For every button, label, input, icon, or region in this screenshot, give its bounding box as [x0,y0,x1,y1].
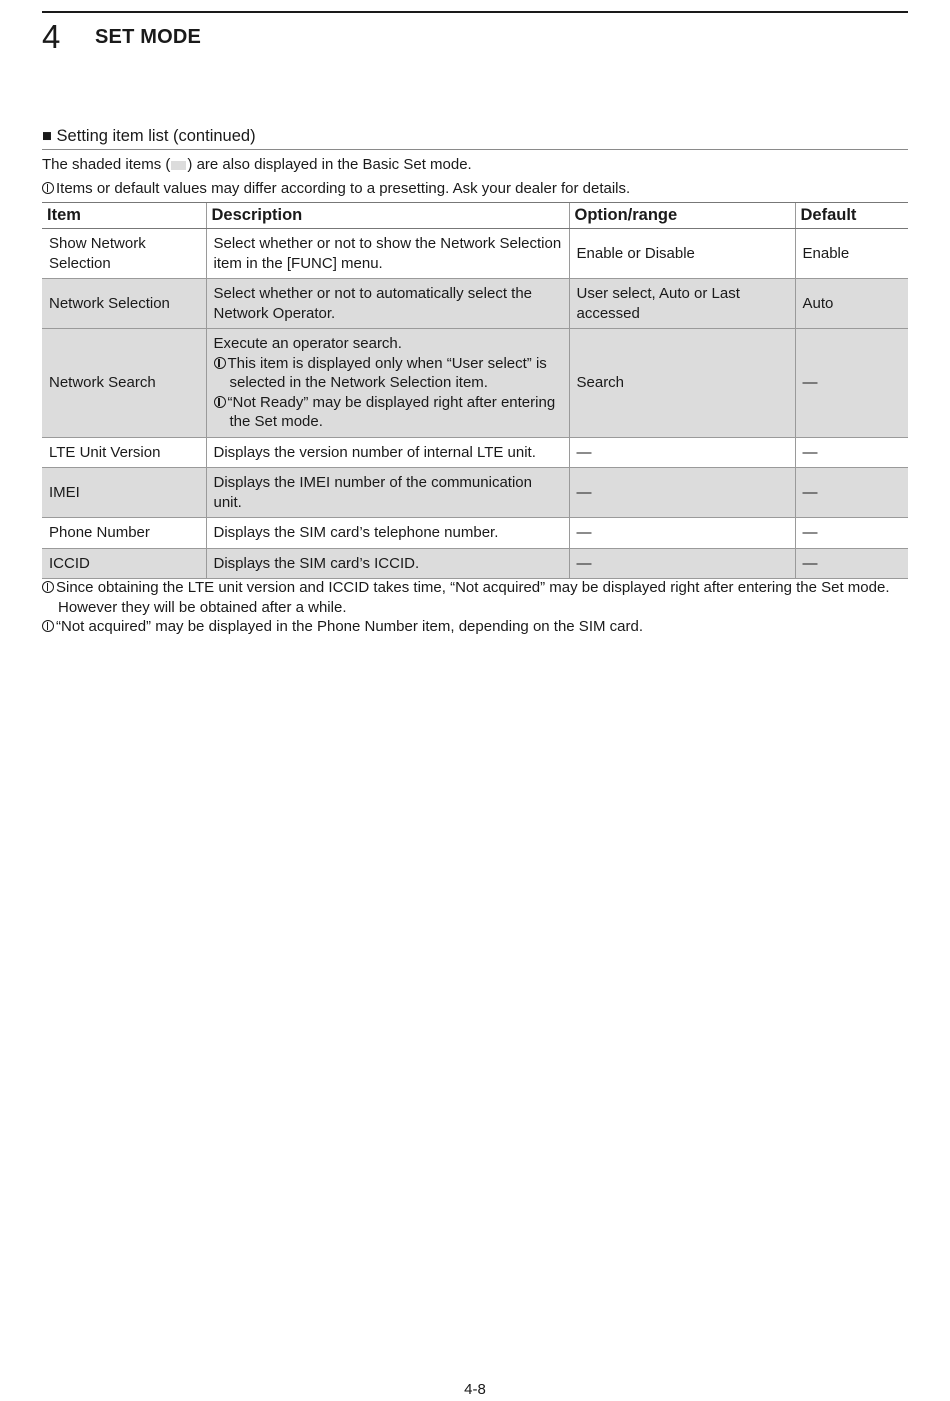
cell-description [206,229,569,279]
cell-default: — [795,329,908,438]
cell-description [206,548,569,579]
cell-option-range: — [569,437,795,468]
table-row [42,437,908,468]
chapter-number: 4 [42,18,61,55]
description-text: Displays the IMEI number of the communication unit. [213,474,532,511]
cell-item: Phone Number [42,518,206,549]
cell-description [206,468,569,518]
presetting-note-text: Items or default values may differ according to a presetting. Ask your dealer for details. [56,180,631,197]
cell-item: LTE Unit Version [42,437,206,468]
cell-item: Network Selection [42,279,206,329]
table-row [42,518,908,549]
description-text: Select whether or not to automatically select the Network Operator. [213,285,533,322]
description-text: Select whether or not to show the Network Selection item in the [FUNC] menu. [213,235,562,272]
cell-description [206,518,569,549]
header-default: Default [795,203,908,229]
table-row [42,468,908,518]
cell-option-range: — [569,468,795,518]
cell-default: — [795,437,908,468]
cell-default: Enable [795,229,908,279]
table-row [42,279,908,329]
description-text: Displays the SIM card’s ICCID. [213,554,420,572]
cell-description [206,279,569,329]
description-note-text: “Not Ready” may be displayed right after entering the Set mode. [227,393,556,430]
footnote-text: “Not acquired” may be displayed in the Phone Number item, depending on the SIM card. [56,618,643,635]
info-icon [214,396,226,408]
footnote [42,578,908,617]
cell-default: Auto [795,279,908,329]
shaded-note-before: The shaded items ( [42,156,171,173]
setting-item-table [42,202,908,579]
header-description: Description [206,203,569,229]
section-rule [42,149,908,150]
cell-default: — [795,468,908,518]
description-text: Displays the version number of internal LTE unit. [213,443,536,461]
description-text: Displays the SIM card’s telephone number. [213,524,499,541]
cell-item: Network Search [42,329,206,438]
presetting-note [42,179,630,199]
cell-option-range: Enable or Disable [569,229,795,279]
cell-item: Show Network Selection [42,229,206,279]
cell-default: — [795,518,908,549]
cell-option-range: — [569,548,795,579]
footnote-text: Since obtaining the LTE unit version and ICCID takes time, “Not acquired” may be displayed right after entering the Set mode. However they will be obtained after a while. [56,579,890,616]
header-option-range: Option/range [569,203,795,229]
shaded-items-note [42,155,472,175]
info-icon [42,620,54,632]
header-item: Item [42,203,206,229]
info-icon [214,357,226,369]
table-row [42,548,908,579]
shaded-note-after: ) are also displayed in the Basic Set mode. [187,156,472,173]
section-heading: ■ Setting item list (continued) [42,127,256,145]
table-row [42,229,908,279]
cell-option-range: — [569,518,795,549]
table-row [42,329,908,438]
cell-option-range: User select, Auto or Last accessed [569,279,795,329]
description-note [214,393,562,432]
cell-item: IMEI [42,468,206,518]
cell-item: ICCID [42,548,206,579]
cell-description [206,437,569,468]
footnote [42,617,908,637]
shade-swatch [171,161,186,170]
chapter-title: SET MODE [95,26,202,48]
top-rule [42,11,908,13]
description-note [214,354,562,393]
info-icon [42,182,54,194]
description-note-text: This item is displayed only when “User select” is selected in the Network Selection item. [227,354,547,391]
page-number: 4-8 [464,1381,486,1398]
cell-default: — [795,548,908,579]
description-text: Execute an operator search. [213,335,402,352]
cell-option-range: Search [569,329,795,438]
table-header-row [42,203,908,229]
info-icon [42,581,54,593]
cell-description [206,329,569,438]
